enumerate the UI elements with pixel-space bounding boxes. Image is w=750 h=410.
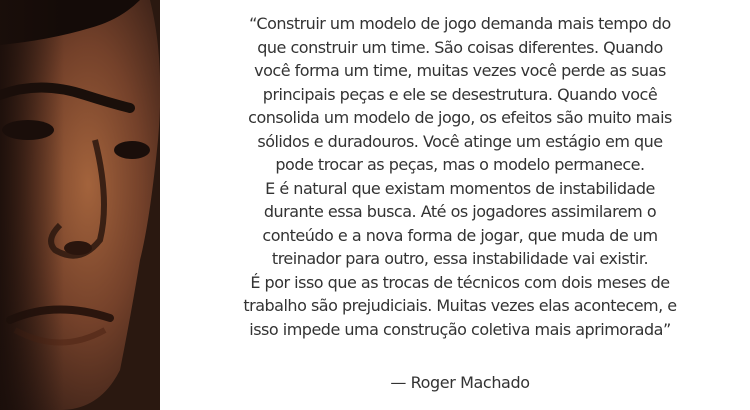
quote-line: conteúdo e a nova forma de jogar, que muda de um [262,225,658,245]
face-illustration [0,0,160,410]
quote-line: que construir um time. São coisas diferentes. Quando [257,37,663,57]
quote-attribution: — Roger Machado [390,373,530,392]
quote-line: “Construir um modelo de jogo demanda mais tempo do [249,14,671,33]
quote-line: E é natural que existam momentos de instabilidade [265,178,655,198]
quote-line: isso impede uma construção coletiva mais aprimorada” [249,319,671,339]
quote-line: consolida um modelo de jogo, os efeitos são muito mais [248,108,672,127]
quote-line: trabalho são prejudiciais. Muitas vezes elas acontecem, e [243,296,677,315]
portrait-photo [0,0,160,410]
quote-line: principais peças e ele se desestrutura. Quando você [262,84,658,104]
quote-line: você forma um time, muitas vezes você perde as suas [254,61,666,80]
quote-text [170,12,750,341]
quote-line: treinador para outro, essa instabilidade vai existir. [271,249,649,268]
quote-line: É por isso que as trocas de técnicos com dois meses de [250,272,670,292]
edge-shadow [0,0,160,410]
quote-line: pode trocar as peças, mas o modelo permanece. [275,155,645,174]
quote-line: sólidos e duradouros. Você atinge um estágio em que [257,131,663,151]
quote-line: durante essa busca. Até os jogadores assimilarem o [263,202,657,221]
